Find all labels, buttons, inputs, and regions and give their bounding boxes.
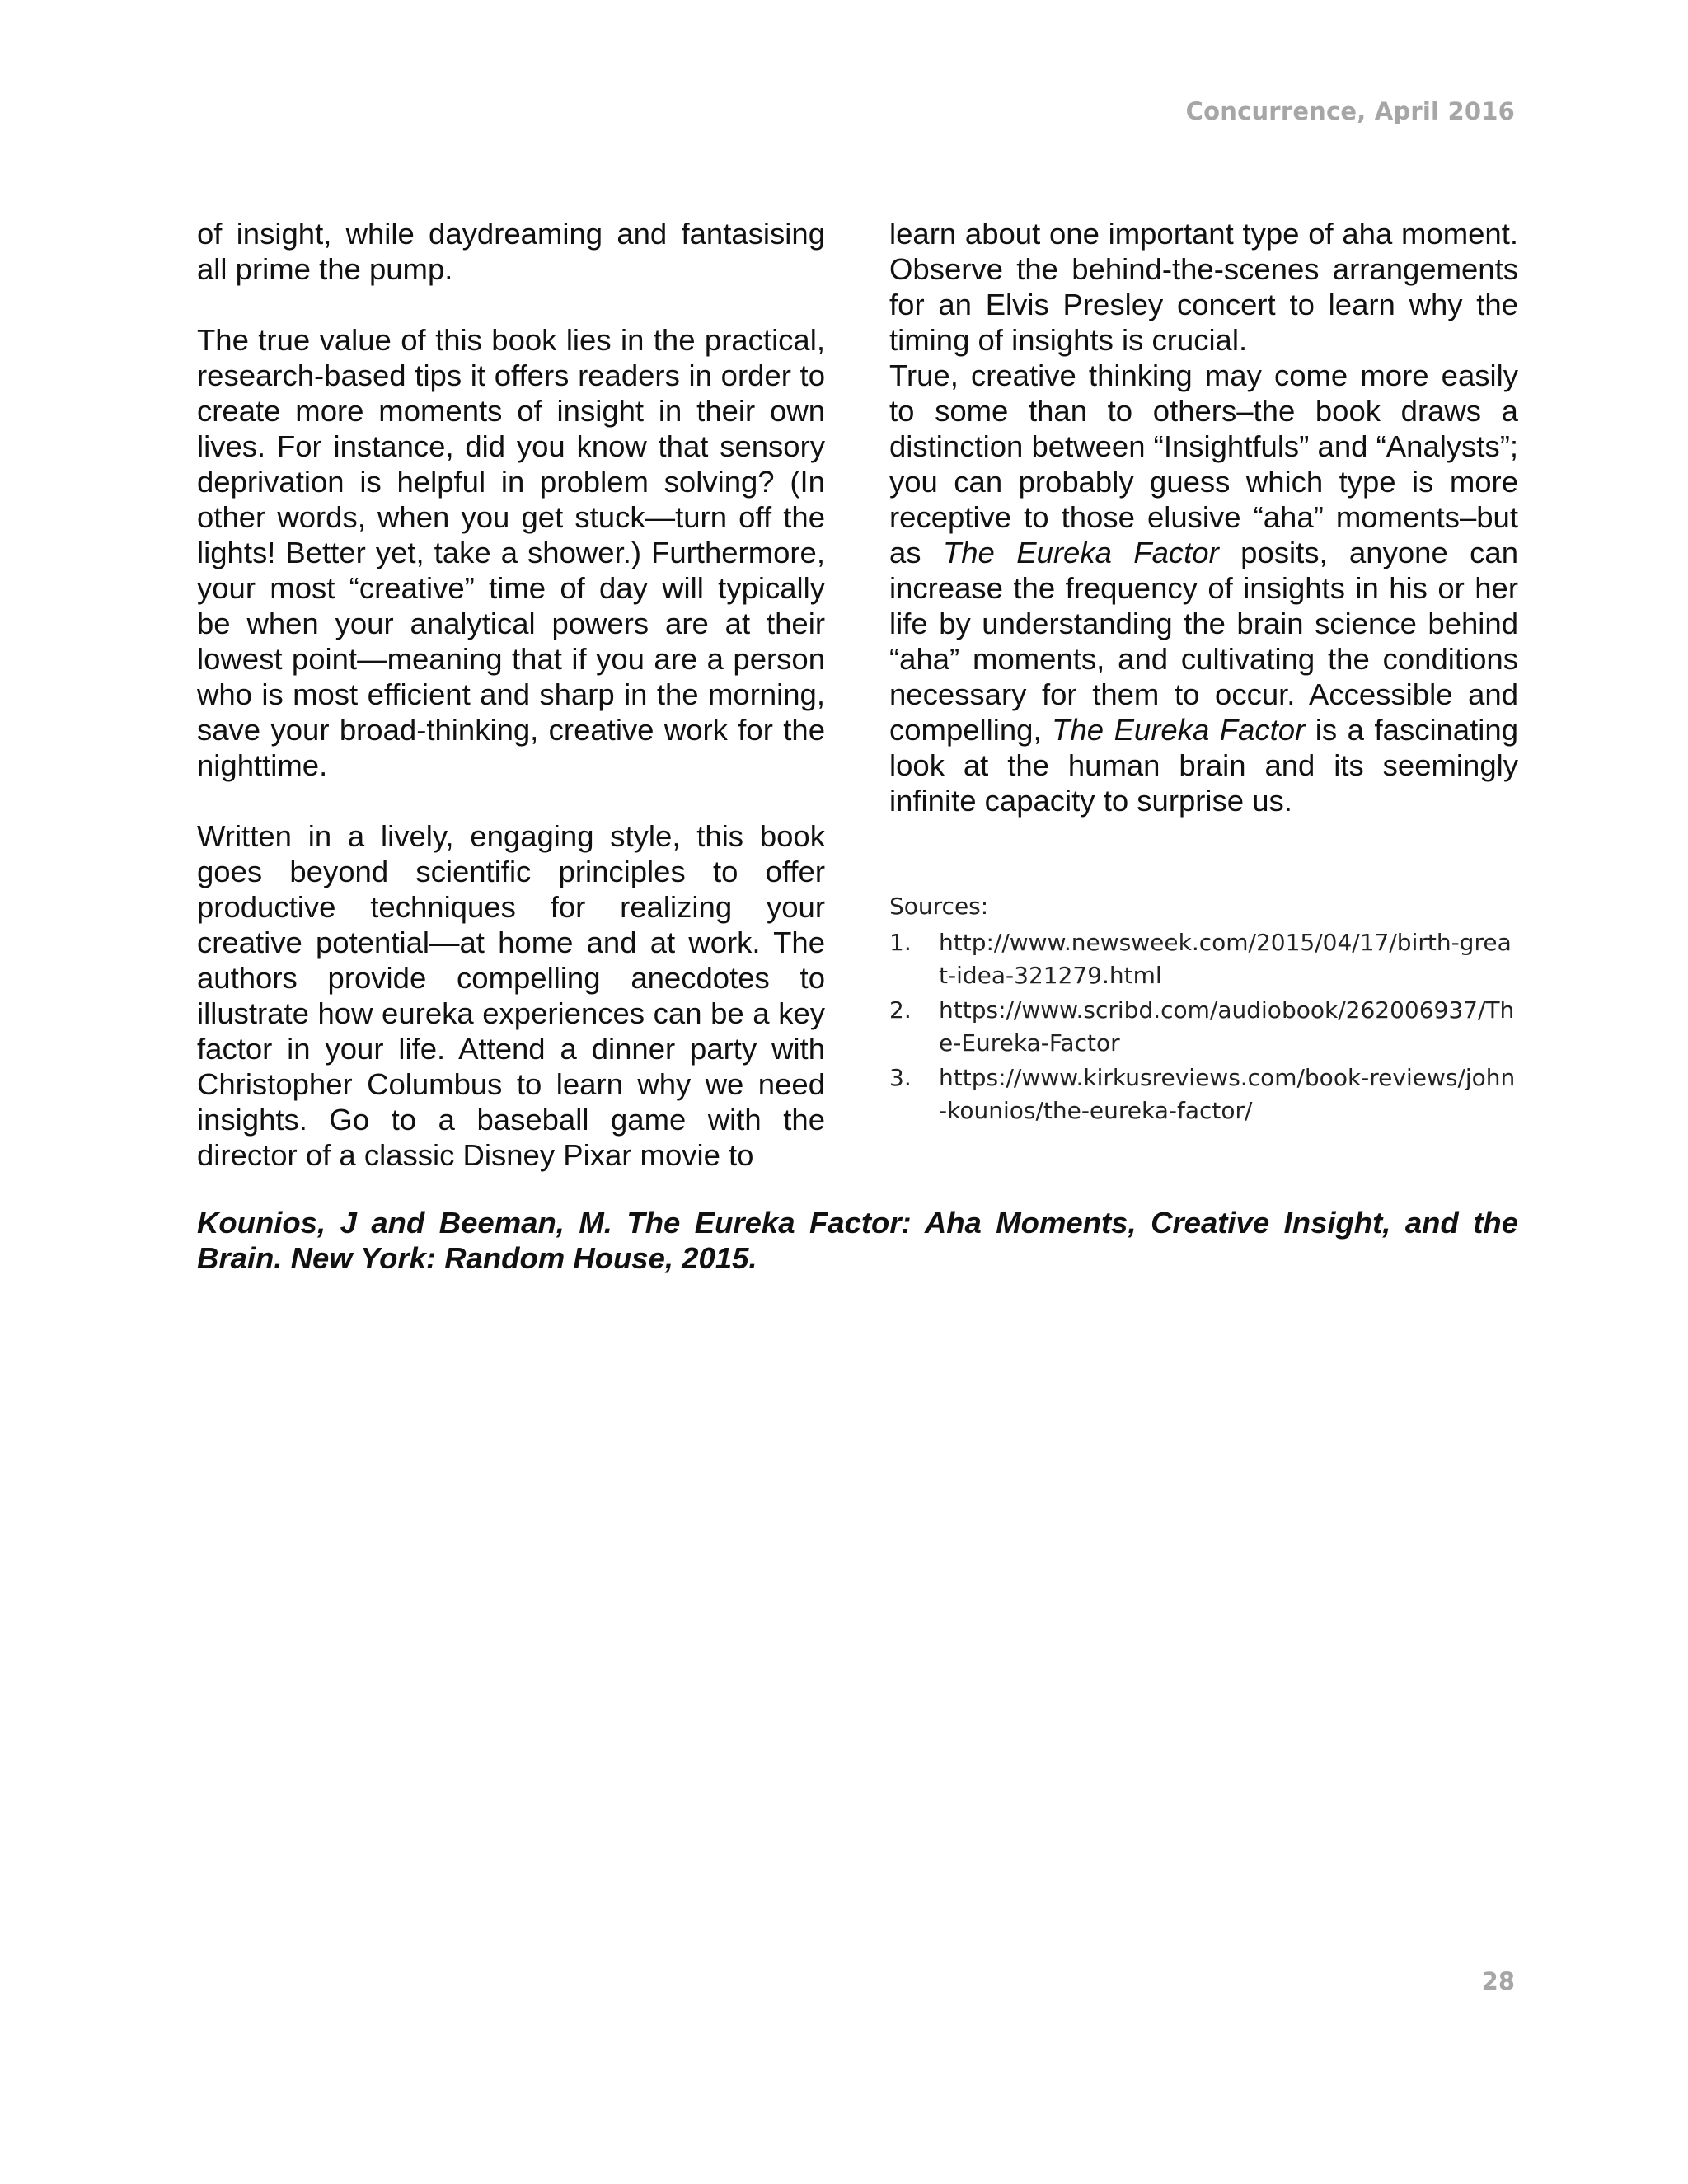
book-title-italic: The Eureka Factor	[1052, 713, 1306, 747]
running-header: Concurrence, April 2016	[1185, 97, 1515, 125]
sources-list	[889, 926, 1518, 1127]
right-paragraph-1: learn about one important type of aha moment. Observe the behind-the-scenes arrangements for an Elvis Presley concert to learn why the timing of insights is crucial.	[889, 217, 1518, 357]
source-item	[889, 1062, 1518, 1127]
source-link[interactable]: https://www.kirkusreviews.com/book-reviews/john-kounios/the-eureka-factor/	[939, 1064, 1516, 1124]
page-number: 28	[1481, 1967, 1515, 1995]
book-citation: Kounios, J and Beeman, M. The Eureka Factor: Aha Moments, Creative Insight, and the Brain. New York: Random House, 2015.	[197, 1206, 1518, 1275]
right-paragraph-2	[889, 358, 1518, 818]
right-column	[889, 216, 1518, 818]
left-paragraph-2: The true value of this book lies in the practical, research-based tips it offers readers in order to create more moments of insight in their own lives. For instance, did you know that sensory deprivation is helpful in problem solving? (In other words, when you get stuck—turn off the lights! Better yet, take a shower.) Furthermore, your most “creative” time of day will typically be when your analytical powers are at their lowest point—meaning that if you are a person who is most efficient and sharp in the morning, save your broad-thinking, creative work for the nighttime.	[197, 323, 825, 782]
source-item	[889, 994, 1518, 1060]
sources-section	[889, 890, 1518, 1129]
book-title-italic: The Eureka Factor	[942, 536, 1219, 569]
right-paragraph-2-text-c: is a fascinating look at the human brain and its seemingly infinite capacity to surprise us.	[889, 713, 1519, 818]
source-number: 3.	[889, 1064, 912, 1091]
source-number: 1.	[889, 929, 912, 956]
source-link[interactable]: https://www.scribd.com/audiobook/262006937/The-Eureka-Factor	[939, 996, 1515, 1057]
source-number: 2.	[889, 996, 912, 1024]
right-paragraph-2-text-a: True, creative thinking may come more easily to some than to others–the book draws a distinction between “Insightfuls” and “Analysts”; you can probably guess which type is more receptive to those elusive “aha” moments–but as	[889, 359, 1518, 569]
left-paragraph-3: Written in a lively, engaging style, this book goes beyond scientific principles to offer productive techniques for realizing your creative potential—at home and at work. The authors provide compelling anecdotes to illustrate how eureka experiences can be a key factor in your life. Attend a dinner party with Christopher Columbus to learn why we need insights. Go to a baseball game with the director of a classic Disney Pixar movie to	[197, 819, 825, 1172]
left-paragraph-1: of insight, while daydreaming and fantasising all prime the pump.	[197, 217, 825, 286]
sources-title: Sources:	[889, 893, 989, 920]
left-column	[197, 216, 825, 1173]
right-paragraph-2-text-b: posits, anyone can increase the frequency of insights in his or her life by understanding the brain science behind “aha” moments, and cultivating the conditions necessary for them to occur. Accessible and compelling,	[889, 536, 1519, 747]
source-item	[889, 926, 1518, 992]
source-link[interactable]: http://www.newsweek.com/2015/04/17/birth-great-idea-321279.html	[939, 929, 1512, 989]
